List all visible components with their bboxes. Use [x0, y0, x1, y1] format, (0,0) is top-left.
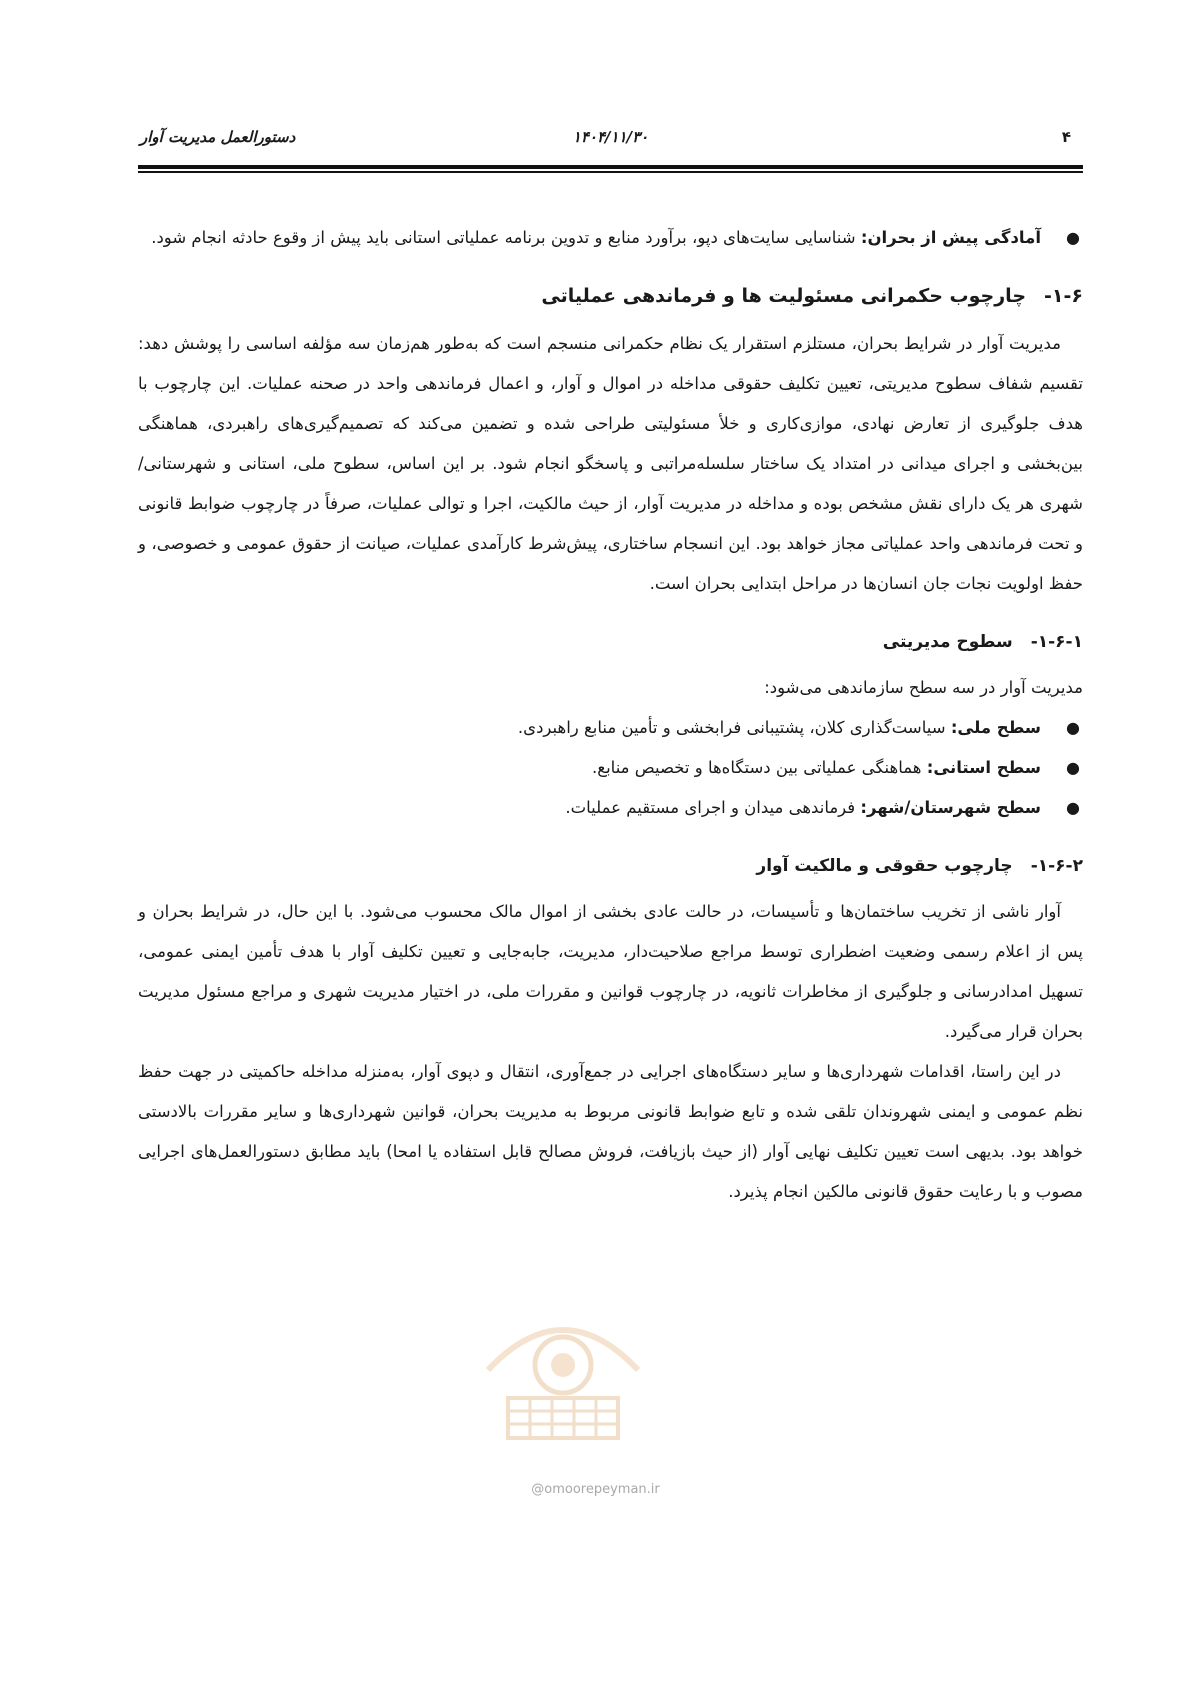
list-item [138, 788, 1083, 828]
section-paragraph: در این راستا، اقدامات شهرداری‌ها و سایر دستگاه‌های اجرایی در جمع‌آوری، انتقال و دپوی آوار، به‌منزله مداخله حاکمیتی در جهت حفظ نظم عمومی و ایمنی شهروندان تلقی شده و تابع ضوابط قانونی مربوط به مدیریت بحران، قوانین شهرداری‌ها و سایر مقررات بالادستی خواهد بود. بدیهی است تعیین تکلیف نهایی آوار (از حیث بازیافت، فروش مصالح قابل استفاده یا امحا) باید مطابق دستورالعمل‌های اجرایی مصوب و با رعایت حقوق قانونی مالکین انجام پذیرد. [138, 1062, 1083, 1201]
bullet-dot-icon: ● [1066, 228, 1080, 247]
bullet-bold: آمادگی پیش از بحران: [860, 228, 1041, 247]
header-rule-thin [138, 171, 1083, 173]
bullet-dot-icon: ● [1066, 718, 1080, 737]
page-header [138, 128, 1083, 152]
level-name: سطح ملی: [950, 718, 1041, 737]
section-number: ۱-۶-۱- [1030, 632, 1083, 652]
document-body [138, 218, 1083, 1212]
intro-bullet [138, 218, 1083, 258]
section-heading-1-6-2 [138, 846, 1083, 886]
header-date: ۱۴۰۴/۱۱/۳۰ [572, 128, 649, 146]
section-title: چارچوب حکمرانی مسئولیت ها و فرماندهی عملیاتی [541, 285, 1027, 307]
section-heading-1-6-1 [138, 622, 1083, 662]
watermark-website: @omoorepeyman.ir [531, 1482, 660, 1497]
list-item [138, 748, 1083, 788]
section-heading-1-6 [138, 276, 1083, 316]
list-item [138, 708, 1083, 748]
bullet-dot-icon: ● [1066, 798, 1080, 817]
bullet-text: شناسایی سایت‌های دپو، برآورد منابع و تدوین برنامه عملیاتی استانی باید پیش از وقوع حادثه انجام شود. [151, 228, 861, 247]
level-name: سطح استانی: [926, 758, 1041, 777]
levels-intro: مدیریت آوار در سه سطح سازماندهی می‌شود: [764, 678, 1083, 697]
header-rule-thick [138, 165, 1083, 169]
section-title: سطوح مدیریتی [882, 632, 1013, 652]
section-paragraph: آوار ناشی از تخریب ساختمان‌ها و تأسیسات، در حالت عادی بخشی از اموال مالک محسوب می‌شود. با این حال، در شرایط بحران و پس از اعلام رسمی وضعیت اضطراری توسط مراجع صلاحیت‌دار، مدیریت، جابه‌جایی و تعیین تکلیف آوار با هدف تأمین ایمنی عمومی، تسهیل امدادرسانی و جلوگیری از مخاطرات ثانویه، در چارچوب قوانین و مقررات ملی، در اختیار مدیریت شهری و مراجع مسئول مدیریت بحران قرار می‌گیرد. [138, 902, 1083, 1041]
level-description: سیاست‌گذاری کلان، پشتیبانی فرابخشی و تأمین منابع راهبردی. [517, 718, 951, 737]
bullet-dot-icon: ● [1066, 758, 1080, 777]
section-paragraph: مدیریت آوار در شرایط بحران، مستلزم استقرار یک نظام حکمرانی منسجم است که به‌طور هم‌زمان سه مؤلفه اساسی را پوشش دهد: تقسیم شفاف سطوح مدیریتی، تعیین تکلیف حقوقی مداخله در اموال و آوار، و اعمال فرماندهی واحد در صحنه عملیات. این چارچوب با هدف جلوگیری از تعارض نهادی، موازی‌کاری و خلأ مسئولیتی طراحی شده و تضمین می‌کند که تصمیم‌گیری‌های راهبردی، هماهنگی بین‌بخشی و اجرای میدانی در امتداد یک ساختار سلسله‌مراتبی و پاسخگو انجام شود. بر این اساس، سطوح ملی، استانی و شهرستانی/شهری هر یک دارای نقش مشخص بوده و مداخله در مدیریت آوار، از حیث مالکیت، اجرا و توالی عملیات، صرفاً در چارچوب ضوابط قانونی و تحت فرماندهی واحد عملیاتی مجاز خواهد بود. این انسجام ساختاری، پیش‌شرط کارآمدی عملیات، صیانت از حقوق عمومی و خصوصی، و حفظ اولویت نجات جان انسان‌ها در مراحل ابتدایی بحران است. [138, 334, 1083, 593]
section-number: ۱-۶- [1044, 285, 1083, 307]
level-name: سطح شهرستان/شهر: [860, 798, 1041, 817]
section-title: چارچوب حقوقی و مالکیت آوار [756, 856, 1013, 876]
page-number: ۴ [1061, 128, 1071, 146]
level-description: فرماندهی میدان و اجرای مستقیم عملیات. [565, 798, 861, 817]
document-title: دستورالعمل مدیریت آوار [140, 128, 296, 146]
watermark-logo-icon [468, 1310, 658, 1450]
section-number: ۱-۶-۲- [1030, 856, 1083, 876]
level-description: هماهنگی عملیاتی بین دستگاه‌ها و تخصیص منابع. [592, 758, 927, 777]
